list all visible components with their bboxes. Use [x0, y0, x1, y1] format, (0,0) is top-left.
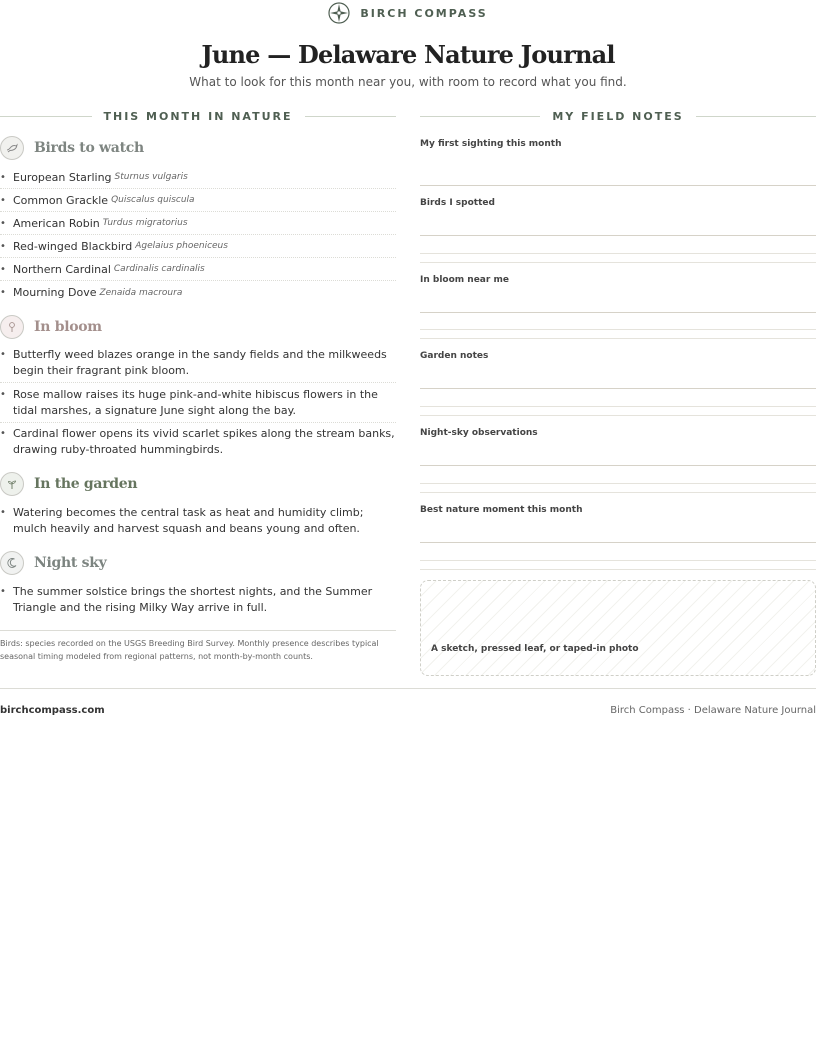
bird-list-item — [0, 258, 396, 281]
writing-line[interactable] — [420, 406, 816, 407]
bloom-section-heading — [0, 315, 396, 339]
bird-common-name: Mourning Dove — [13, 286, 97, 299]
footer-divider — [0, 688, 816, 689]
brand-header — [0, 2, 816, 24]
compass-logo-icon — [328, 2, 350, 24]
prompt-in-bloom-label: In bloom near me — [420, 275, 509, 285]
bullet: • — [0, 507, 6, 518]
bullet: • — [0, 389, 6, 400]
page-title: June — Delaware Nature Journal — [201, 40, 615, 69]
bird-scientific-name: Sturnus vulgaris — [114, 172, 188, 182]
prompt-best-moment-label: Best nature moment this month — [420, 505, 583, 515]
garden-section-title: In the garden — [34, 476, 138, 492]
birds-section-title: Birds to watch — [34, 140, 144, 156]
garden-list-item — [0, 505, 396, 541]
bullet: • — [0, 349, 6, 360]
writing-line[interactable] — [420, 569, 816, 570]
bird-scientific-name: Cardinalis cardinalis — [113, 264, 205, 274]
heading-rule-right — [696, 116, 816, 117]
heading-rule-right — [305, 116, 397, 117]
bird-icon — [0, 136, 24, 160]
bird-list-item — [0, 212, 396, 235]
bird-common-name: Northern Cardinal — [13, 262, 111, 276]
bullet: • — [0, 428, 6, 439]
bloom-item-text: Butterfly weed blazes orange in the sandy fields and the milkweeds begin their fragrant pink bloom. — [13, 348, 387, 377]
writing-line[interactable] — [420, 262, 816, 263]
bird-scientific-name: Agelaius phoeniceus — [135, 241, 228, 251]
bird-list-item — [0, 235, 396, 258]
night-section-title: Night sky — [34, 555, 107, 571]
night-list-item — [0, 584, 396, 620]
night-section-heading — [0, 551, 396, 575]
bird-common-name: Common Grackle — [13, 193, 109, 207]
bullet: • — [0, 287, 6, 298]
sketch-box[interactable] — [420, 580, 816, 676]
writing-line[interactable] — [420, 465, 816, 466]
bloom-list-item — [0, 426, 396, 462]
bird-common-name: European Starling — [13, 170, 112, 184]
writing-line[interactable] — [420, 492, 816, 493]
flower-icon — [0, 315, 24, 339]
prompt-night-sky-label: Night-sky observations — [420, 428, 538, 438]
bird-common-name: Red-winged Blackbird — [13, 239, 133, 253]
bird-list-item — [0, 189, 396, 212]
bloom-list-item — [0, 387, 396, 423]
footer-credit: Birch Compass · Delaware Nature Journal — [610, 705, 816, 716]
writing-line[interactable] — [420, 312, 816, 313]
bloom-item-text: Rose mallow raises its huge pink-and-white hibiscus flowers in the tidal marshes, a signature June sight along the bay. — [13, 388, 378, 417]
writing-line[interactable] — [420, 483, 816, 484]
writing-line[interactable] — [420, 338, 816, 339]
footer-site-link[interactable]: birchcompass.com — [0, 705, 105, 716]
bullet: • — [0, 194, 6, 206]
writing-line[interactable] — [420, 235, 816, 236]
bloom-section-title: In bloom — [34, 319, 102, 335]
bullet: • — [0, 263, 6, 275]
writing-line[interactable] — [420, 329, 816, 330]
heading-rule-left — [420, 116, 540, 117]
writing-line[interactable] — [420, 415, 816, 416]
brand-name: BIRCH COMPASS — [360, 6, 488, 20]
writing-line[interactable] — [420, 388, 816, 389]
bloom-list-item — [0, 347, 396, 383]
birds-section-heading — [0, 136, 396, 160]
night-item-text: The summer solstice brings the shortest nights, and the Summer Triangle and the rising Milky Way arrive in full. — [13, 585, 373, 614]
page-subtitle: What to look for this month near you, with room to record what you find. — [189, 75, 627, 89]
garden-section-heading — [0, 472, 396, 496]
sprout-icon — [0, 472, 24, 496]
notes-heading-label: MY FIELD NOTES — [552, 110, 684, 123]
prompt-garden-notes-label: Garden notes — [420, 351, 489, 361]
heading-rule-left — [0, 116, 92, 117]
writing-line[interactable] — [420, 542, 816, 543]
writing-line[interactable] — [420, 185, 816, 186]
bird-common-name: American Robin — [13, 216, 100, 230]
bullet: • — [0, 217, 6, 229]
notes-column-heading — [420, 110, 816, 123]
garden-item-text: Watering becomes the central task as heat and humidity climb; mulch heavily and harvest squash and beans young and often. — [13, 506, 364, 535]
bullet: • — [0, 171, 6, 183]
bird-list-item — [0, 281, 396, 304]
bullet: • — [0, 586, 6, 597]
prompt-birds-spotted-label: Birds I spotted — [420, 198, 495, 208]
bloom-item-text: Cardinal flower opens its vivid scarlet spikes along the stream banks, drawing ruby-throated hummingbirds. — [13, 427, 395, 456]
sketch-box-label: A sketch, pressed leaf, or taped-in photo — [431, 644, 639, 654]
bird-scientific-name: Turdus migratorius — [102, 218, 188, 228]
bullet: • — [0, 240, 6, 252]
bird-scientific-name: Quiscalus quiscula — [111, 195, 195, 205]
birds-footnote: Birds: species recorded on the USGS Breeding Bird Survey. Monthly presence describes typical seasonal timing modeled from regional patterns, not month-by-month counts. — [0, 630, 396, 663]
writing-line[interactable] — [420, 253, 816, 254]
moon-icon — [0, 551, 24, 575]
nature-column-heading — [0, 110, 396, 123]
nature-heading-label: THIS MONTH IN NATURE — [103, 110, 293, 123]
prompt-first-sighting-label: My first sighting this month — [420, 139, 562, 149]
bird-list-item — [0, 166, 396, 189]
writing-line[interactable] — [420, 560, 816, 561]
bird-scientific-name: Zenaida macroura — [99, 287, 183, 298]
